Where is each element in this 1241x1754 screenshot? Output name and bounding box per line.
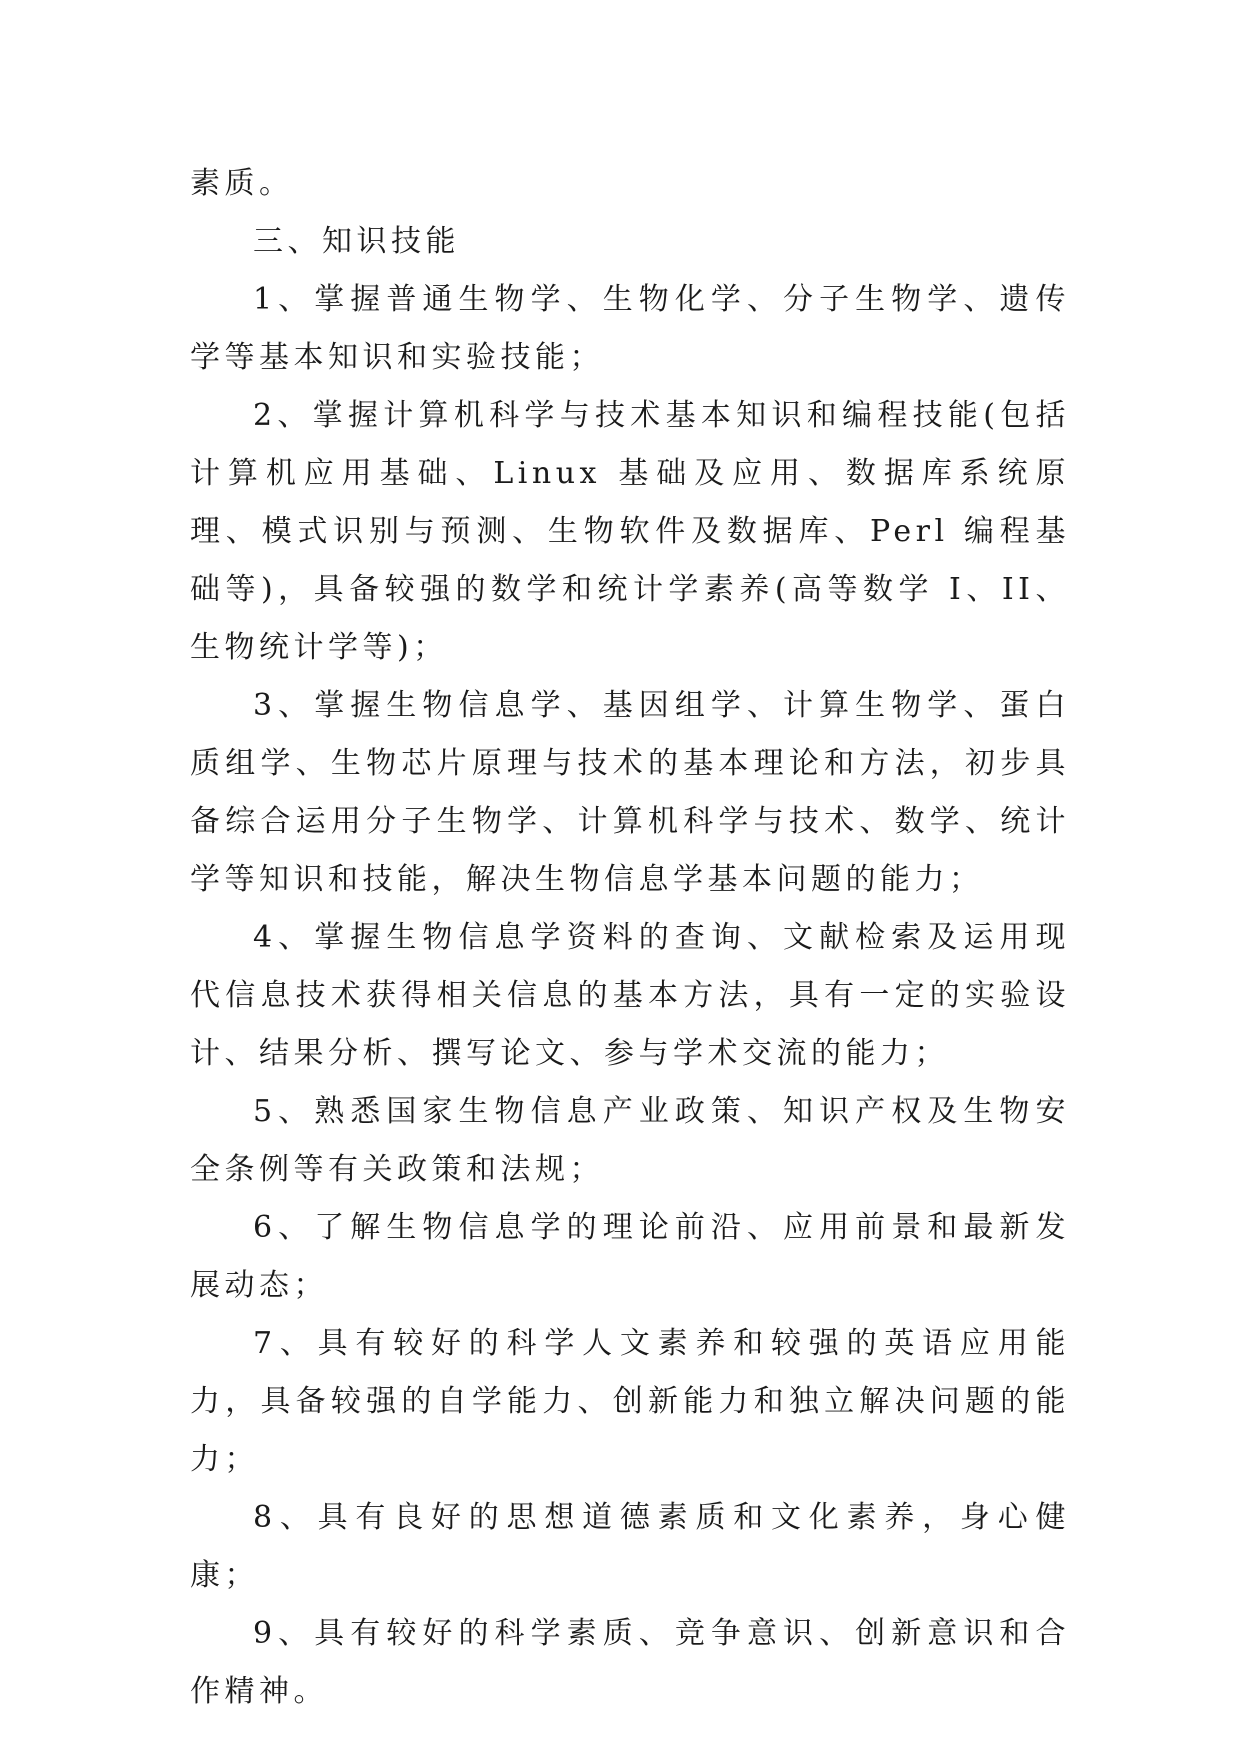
- document-body: [190, 155, 1070, 1721]
- list-item: 3、掌握生物信息学、基因组学、计算生物学、蛋白质组学、生物芯片原理与技术的基本理论和方法，初步具备综合运用分子生物学、计算机科学与技术、数学、统计学等知识和技能，解决生物信息学基本问题的能力；: [190, 688, 1070, 897]
- list-item: 8、具有良好的思想道德素质和文化素养，身心健康；: [190, 1500, 1070, 1593]
- list-item: 5、熟悉国家生物信息产业政策、知识产权及生物安全条例等有关政策和法规；: [190, 1094, 1070, 1187]
- list-item: 2、掌握计算机科学与技术基本知识和编程技能(包括计算机应用基础、Linux 基础及应用、数据库系统原理、模式识别与预测、生物软件及数据库、Perl 编程基础等)，具备较强的数学和统计学素养(高等数学 I、II、生物统计学等)；: [190, 398, 1070, 665]
- list-item: 9、具有较好的科学素质、竞争意识、创新意识和合作精神。: [190, 1616, 1070, 1709]
- list-item: 7、具有较好的科学人文素养和较强的英语应用能力，具备较强的自学能力、创新能力和独立解决问题的能力；: [190, 1326, 1070, 1477]
- list-item: 4、掌握生物信息学资料的查询、文献检索及运用现代信息技术获得相关信息的基本方法，具有一定的实验设计、结果分析、撰写论文、参与学术交流的能力；: [190, 920, 1070, 1071]
- paragraph-continuation: 素质。: [190, 166, 294, 201]
- list-item: 1、掌握普通生物学、生物化学、分子生物学、遗传学等基本知识和实验技能；: [190, 282, 1070, 375]
- section-heading: 三、知识技能: [253, 224, 460, 259]
- list-item: 6、了解生物信息学的理论前沿、应用前景和最新发展动态；: [190, 1210, 1070, 1303]
